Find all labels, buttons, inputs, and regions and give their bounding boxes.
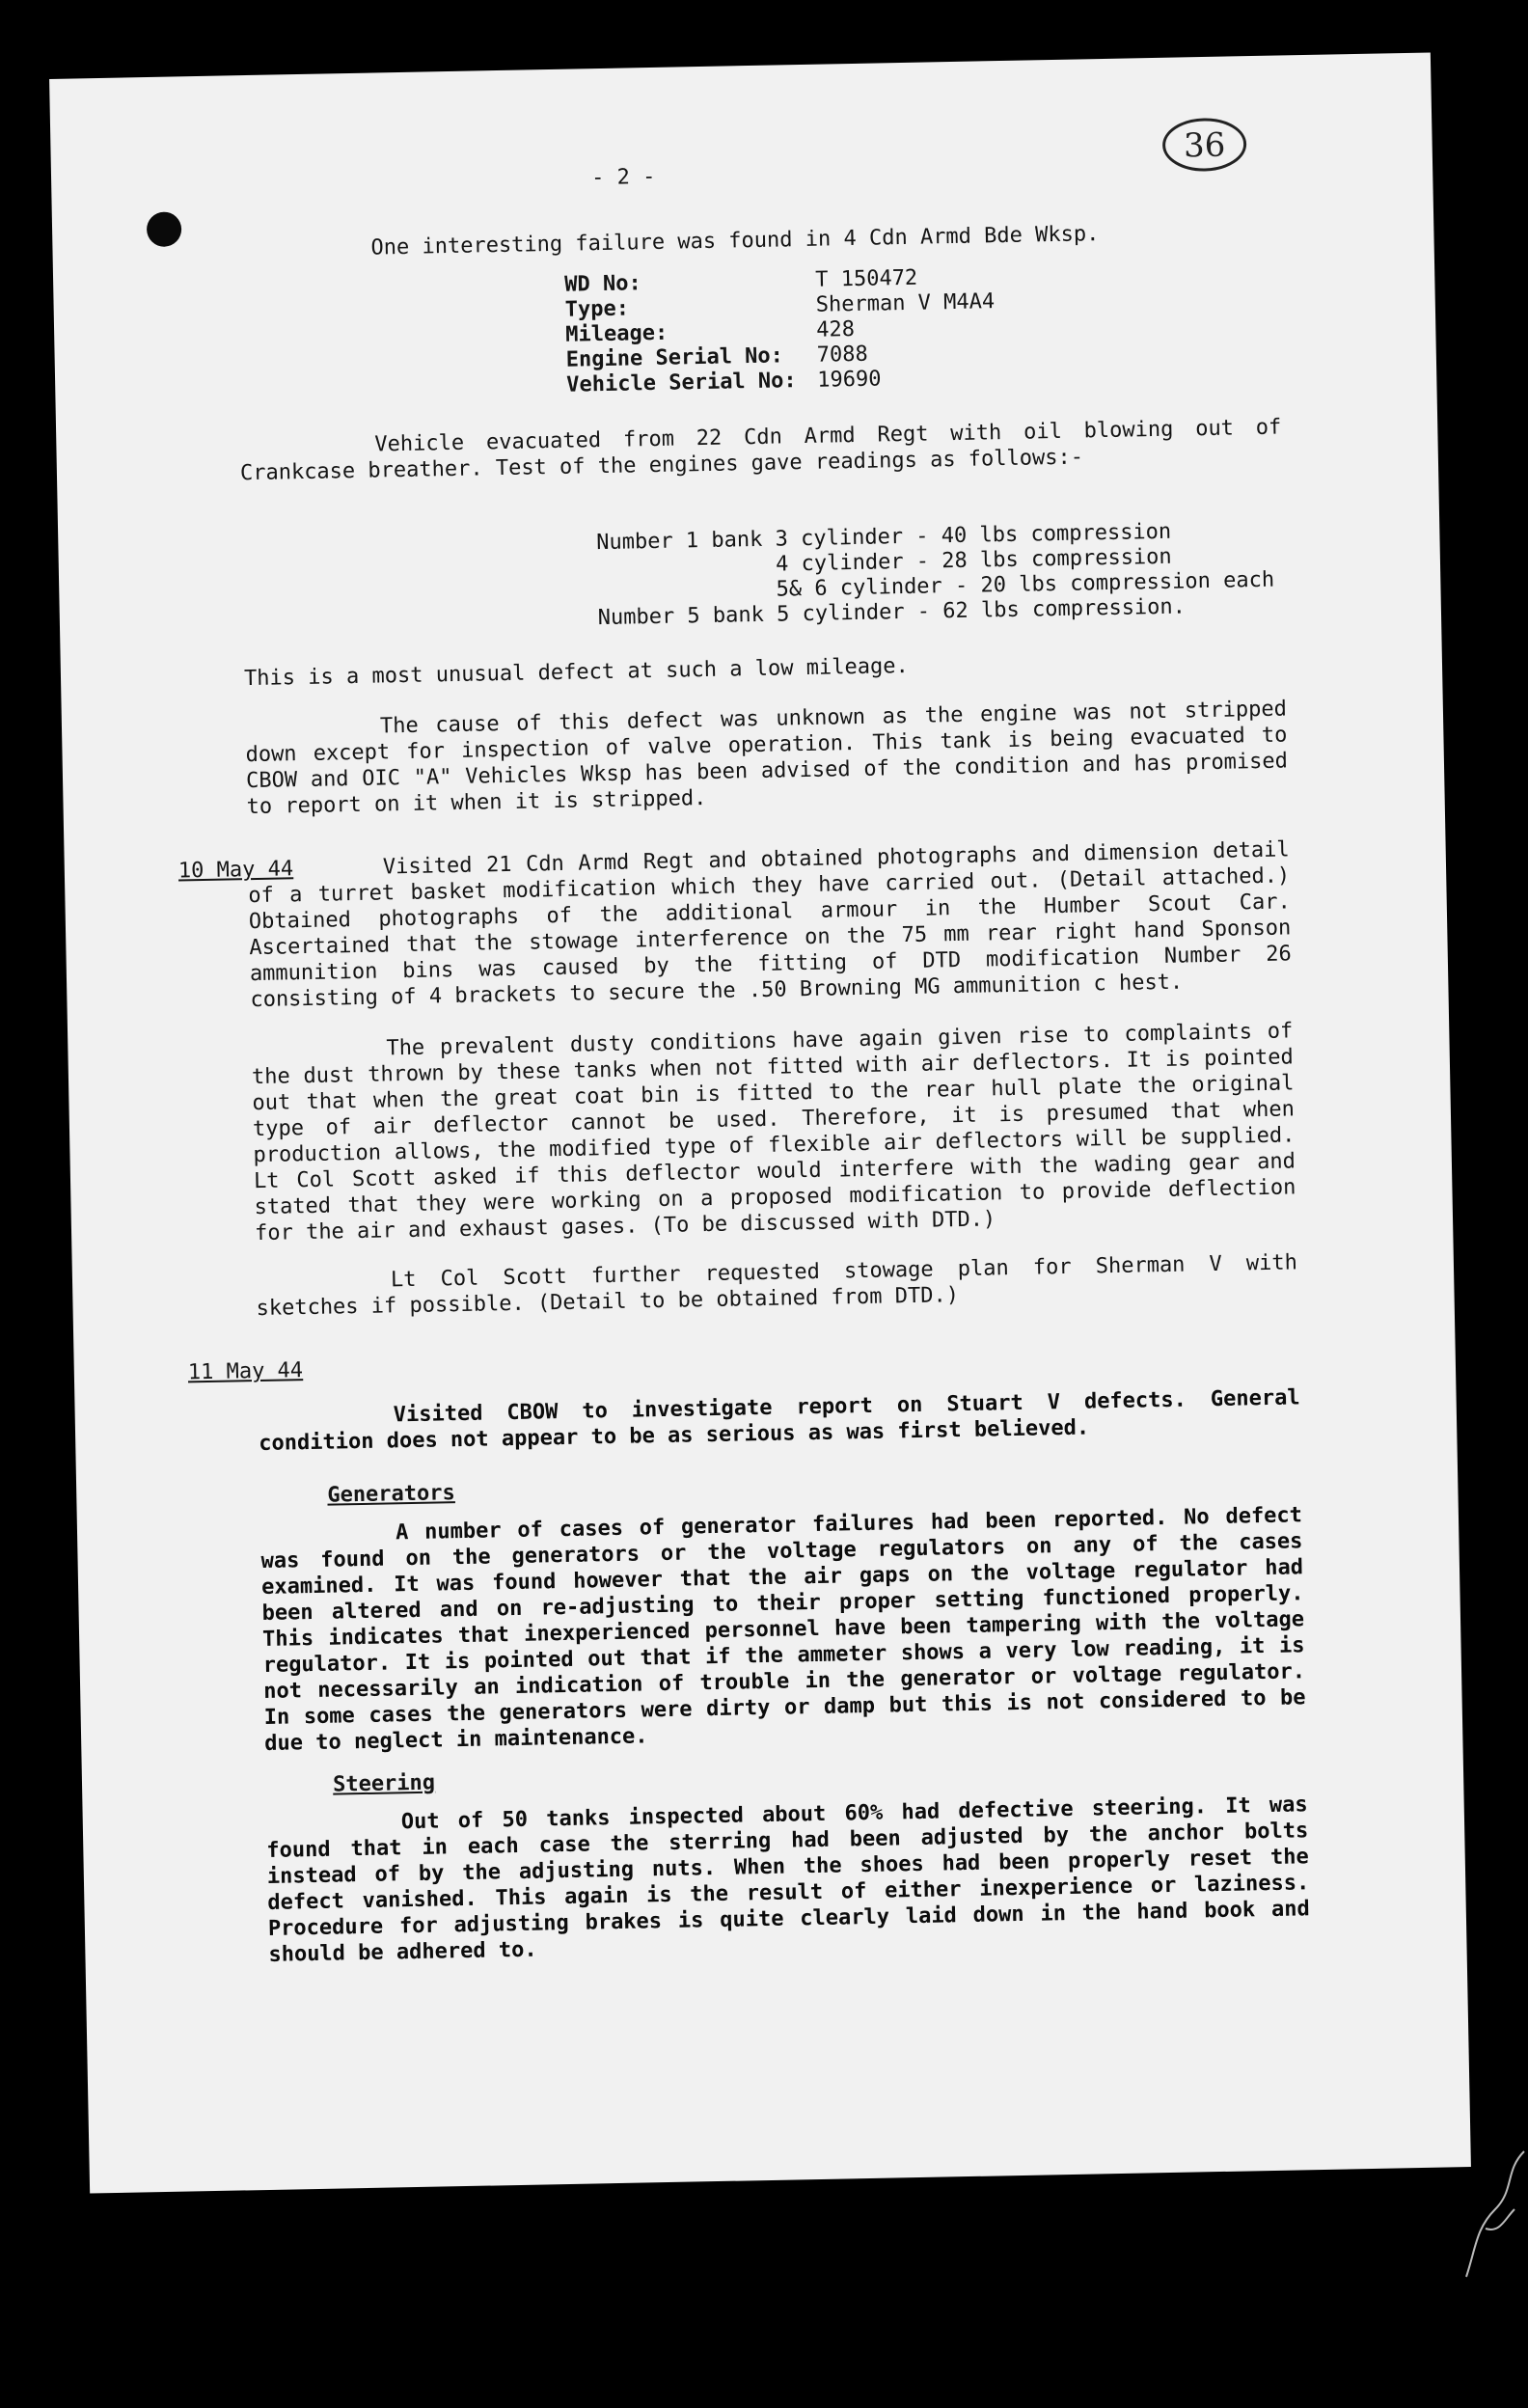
record-key: Engine Serial No: [565, 343, 784, 372]
record-key: WD No: [564, 271, 641, 297]
paragraph-visited-21: Visited 21 Cdn Armd Regt and obtained photographs and dimension detail of a turret basket modification which they have carried out. (Detail attached.) Obtained photographs of the additional armour in the Humber Scout Car. Ascertained that the stowage interference on the 75 mm rear right hand Sponson ammunition bins was caused by the fitting of DTD modification Number 26 consisting of 4 brackets to secure the .50 Browning MG ammunition c hest. [248, 837, 1292, 1013]
paragraph-dusty: The prevalent dusty conditions have again given rise to complaints of the dust thrown by these tanks when not fitted with air deflectors. It is pointed out that when the great coat bin is fitted to the rear hull plate the original type of air deflector cannot be used. Therefore, it is presumed that when production allows, the modified type of flexible air deflectors will be supplied. Lt Col Scott asked if this deflector would interfere with the wading gear and stated that they were working on a proposed modification to provide deflection for the air and exhaust gases. (To be discussed with DTD.) [251, 1019, 1296, 1246]
record-key: Type: [564, 296, 630, 322]
record-value: 19690 [816, 367, 882, 393]
vehicle-record [564, 263, 996, 397]
heading-steering: Steering [332, 1770, 436, 1797]
reading-bank [560, 571, 763, 575]
record-key: Mileage: [565, 320, 668, 347]
punch-hole [147, 211, 182, 247]
document-page [49, 52, 1471, 2193]
date-10-may: 10 May 44 [177, 857, 294, 884]
record-value: 428 [815, 316, 856, 342]
heading-generators: Generators [327, 1481, 455, 1508]
date-11-may: 11 May 44 [187, 1358, 304, 1385]
compression-readings [559, 517, 1275, 631]
pen-scribble-mark [1447, 2142, 1528, 2286]
paragraph-cbow: Visited CBOW to investigate report on Stuart V defects. General condition does not appear to be as serious as was first believed. [259, 1385, 1300, 1457]
record-key: Vehicle Serial No: [566, 369, 797, 397]
intro-line: One interesting failure was found in 4 Cdn Armd Bde Wksp. [370, 222, 1100, 260]
record-value: 7088 [816, 342, 868, 368]
svg-text:36: 36 [1183, 125, 1226, 166]
reading-bank: Number 1 bank [595, 527, 763, 556]
reading-value: 3 cylinder - 40 lbs compression [775, 519, 1172, 552]
reading-value: 5 cylinder - 62 lbs compression. [776, 594, 1187, 627]
paragraph-evacuated: Vehicle evacuated from 22 Cdn Armd Regt with oil blowing out of Crankcase breather. Test of the engines gave readings as follows:- [239, 415, 1282, 486]
reading-value: 5& 6 cylinder - 20 lbs compression each [776, 567, 1275, 602]
paragraph-stowage: Lt Col Scott further requested stowage plan for Sherman V with sketches if possible. (Detail to be obtained from DTD.) [256, 1250, 1298, 1322]
archive-number-stamp [1160, 114, 1249, 176]
paragraph-generators: A number of cases of generator failures had been reported. No defect was found on the generators or the voltage regulators on any of the cases examined. It was found however that the air gaps on the voltage regulator had been altered and on re-adjusting to their proper setting functioned properly. This indicates that inexperienced personnel have been tampering with the voltage regulator. It is pointed out that if the ammeter shows a very low reading, it is not necessarily an indication of trouble in the generator or voltage regulator. In some cases the generators were dirty or damp but this is not considered to be due to neglect in maintenance. [260, 1503, 1306, 1756]
reading-bank: Number 5 bank [597, 602, 765, 631]
reading-value: 4 cylinder - 28 lbs compression [775, 544, 1172, 577]
record-value: T 150472 [814, 265, 918, 292]
paragraph-steering: Out of 50 tanks inspected about 60% had defective steering. It was found that in each case the sterring had been adjusted by the anchor bolts instead of by the adjusting nuts. When the shoes had been properly reset the defect vanished. This again is the result of either inexperience or laziness. Procedure for adjusting brakes is quite clearly laid down in the hand book and should be adhered to. [266, 1792, 1310, 1967]
paragraph-cause: The cause of this defect was unknown as the engine was not stripped down except for inspection of valve operation. This tank is being evacuated to CBOW and OIC "A" Vehicles Wksp has been advised of the condition and has promised to report on it when it is stripped. [245, 697, 1289, 820]
page-number: - 2 - [590, 164, 656, 191]
reading-bank [561, 596, 764, 600]
record-value: Sherman V M4A4 [815, 289, 996, 317]
paragraph-unusual: This is a most unusual defect at such a low mileage. [243, 653, 909, 692]
